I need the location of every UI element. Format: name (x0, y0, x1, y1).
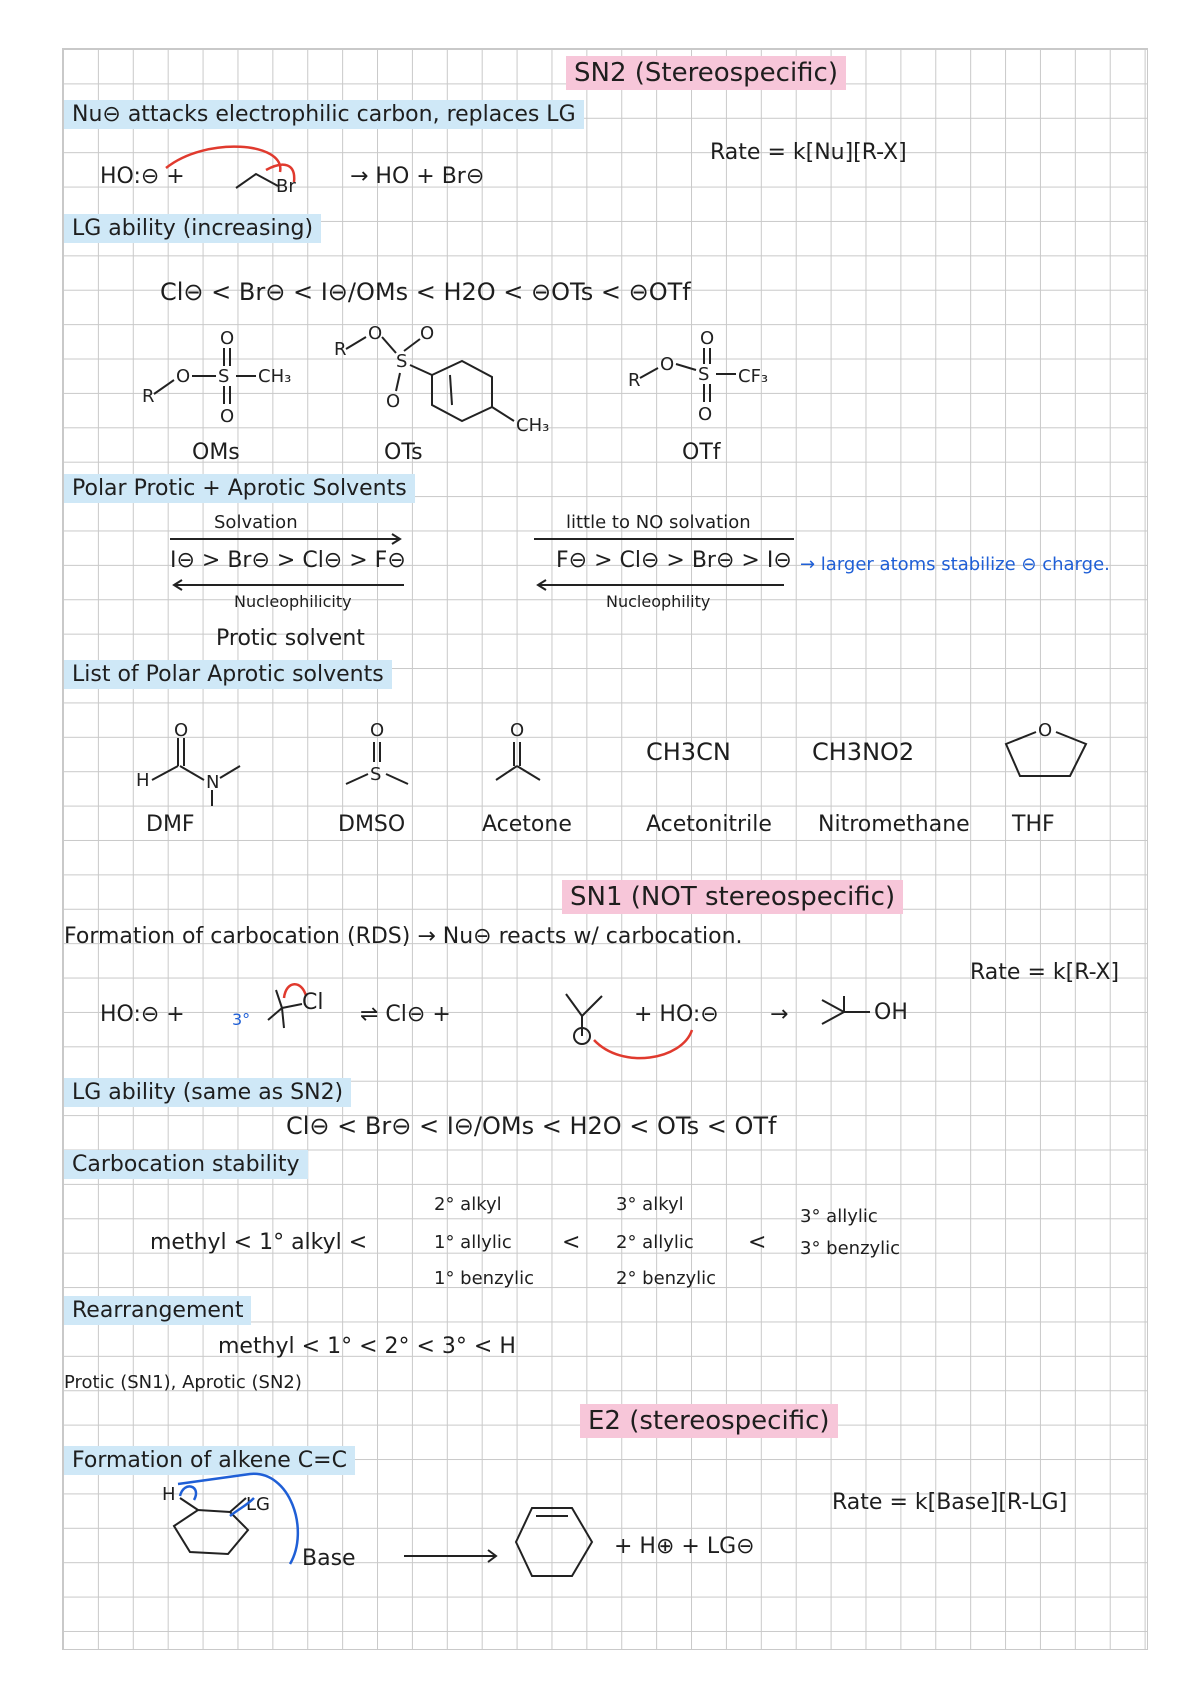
svg-text:S: S (698, 364, 710, 385)
svg-text:O: O (220, 328, 235, 349)
sn2-leaving-group-br: Br (276, 176, 296, 197)
sn1-definition: Formation of carbocation (RDS) → Nu⊖ reacts w/ carbocation. (64, 924, 743, 949)
sn1-lg-ability-heading: LG ability (same as SN2) (64, 1078, 351, 1107)
e2-leaving-group-label: LG (246, 1494, 270, 1515)
carbocation-stability-heading: Carbocation stability (64, 1150, 308, 1179)
e2-reaction-arrow (404, 1546, 504, 1566)
stability-col3-row2: 2° allylic (616, 1232, 694, 1253)
sn1-heading: SN1 (NOT stereospecific) (562, 880, 903, 914)
svg-text:O: O (700, 328, 715, 349)
svg-text:O: O (698, 404, 713, 425)
svg-text:O: O (510, 720, 525, 741)
ots-structure (330, 325, 590, 435)
stability-col3-row1: 3° alkyl (616, 1194, 684, 1215)
sn2-lg-ability-heading: LG ability (increasing) (64, 214, 321, 243)
svg-text:O: O (370, 720, 385, 741)
protic-nucleophilicity-arrow (170, 578, 410, 592)
sn2-rate-law: Rate = k[Nu][R-X] (710, 140, 907, 165)
svg-text:O: O (174, 720, 189, 741)
e2-heading: E2 (stereospecific) (580, 1404, 838, 1438)
solvents-heading: Polar Protic + Aprotic Solvents (64, 474, 415, 503)
solvent-name-acetonitrile: Acetonitrile (646, 812, 772, 837)
svg-text:O: O (420, 323, 435, 344)
solvent-name-dmf: DMF (146, 812, 195, 837)
svg-text:O: O (368, 323, 383, 344)
svg-text:O: O (660, 354, 675, 375)
protic-aprotic-note: Protic (SN1), Aprotic (SN2) (64, 1372, 302, 1393)
svg-text:O: O (386, 391, 401, 412)
acetone-structure (490, 720, 560, 796)
sn1-reaction-nucleophile: HO:⊖ + (100, 1002, 185, 1027)
e2-cyclohexene-structure (512, 1498, 602, 1588)
ots-label: OTs (384, 440, 423, 465)
thf-structure (1000, 722, 1100, 792)
aprotic-top-line (534, 532, 804, 546)
aprotic-list-heading: List of Polar Aprotic solvents (64, 660, 392, 689)
oms-label: OMs (192, 440, 240, 465)
stability-col4-row1: 3° allylic (800, 1206, 878, 1227)
stability-col2-row2: 1° allylic (434, 1232, 512, 1253)
svg-text:S: S (218, 366, 230, 387)
svg-text:CH₃: CH₃ (516, 415, 550, 436)
protic-nucleophilicity-label: Nucleophilicity (234, 592, 352, 611)
nitromethane-formula: CH3NO2 (812, 738, 915, 766)
svg-text:O: O (1038, 720, 1053, 741)
aprotic-nucleophilicity-label: Nucleophility (606, 592, 711, 611)
svg-text:R: R (142, 386, 155, 407)
rearrangement-series: methyl < 1° < 2° < 3° < H (218, 1334, 516, 1359)
sn2-definition: Nu⊖ attacks electrophilic carbon, replaces LG (64, 100, 584, 129)
sn2-reaction-nucleophile: HO:⊖ + (100, 164, 185, 189)
stability-col2-row3: 1° benzylic (434, 1268, 535, 1289)
protic-solvation-label: Solvation (214, 512, 298, 533)
dmso-structure (340, 720, 420, 796)
svg-text:N: N (206, 772, 220, 793)
svg-text:O: O (176, 366, 191, 387)
aprotic-solvation-label: little to NO solvation (566, 512, 751, 533)
svg-text:R: R (334, 339, 347, 360)
sn1-lg-ability-series: Cl⊖ < Br⊖ < I⊖/OMs < H2O < OTs < OTf (286, 1112, 777, 1140)
protic-solvation-arrow (170, 532, 410, 546)
sn2-reaction-products: → HO + Br⊖ (350, 164, 485, 189)
protic-nucleophilicity-series: I⊖ > Br⊖ > Cl⊖ > F⊖ (170, 548, 406, 573)
svg-text:R: R (628, 370, 641, 391)
dmf-structure (136, 720, 266, 806)
e2-byproducts: + H⊕ + LG⊖ (614, 1534, 755, 1559)
solvent-name-thf: THF (1012, 812, 1055, 837)
sn1-rate-law: Rate = k[R-X] (970, 960, 1120, 985)
solvent-name-nitromethane: Nitromethane (818, 812, 970, 837)
aprotic-nucleophilicity-arrow (534, 578, 794, 592)
larger-atoms-note: → larger atoms stabilize ⊖ charge. (800, 554, 1110, 575)
stability-col4-row2: 3° benzylic (800, 1238, 901, 1259)
stability-col2-row1: 2° alkyl (434, 1194, 502, 1215)
sn1-forward-arrow: → (770, 1002, 789, 1027)
sn1-product-oh: OH (874, 1000, 908, 1025)
otf-label: OTf (682, 440, 721, 465)
solvent-name-acetone: Acetone (482, 812, 572, 837)
sn1-tertiary-label: 3° (232, 1010, 251, 1029)
otf-structure (628, 328, 788, 438)
sn1-leaving-group-cl: Cl (302, 990, 324, 1015)
svg-text:O: O (220, 406, 235, 427)
svg-text:H: H (136, 770, 150, 791)
sn2-lg-ability-series: Cl⊖ < Br⊖ < I⊖/OMs < H2O < ⊖OTs < ⊖OTf (160, 278, 691, 306)
stability-col3-row3: 2° benzylic (616, 1268, 717, 1289)
e2-base-label: Base (302, 1546, 356, 1571)
svg-text:CF₃: CF₃ (738, 366, 769, 387)
stability-lt2: < (748, 1230, 767, 1255)
protic-solvent-caption: Protic solvent (216, 626, 365, 651)
e2-cyclohexane-structure (150, 1460, 310, 1580)
svg-text:S: S (370, 764, 382, 785)
stability-lt1: < (562, 1230, 581, 1255)
svg-text:CH₃: CH₃ (258, 366, 292, 387)
e2-rate-law: Rate = k[Base][R-LG] (832, 1490, 1068, 1515)
oms-structure (140, 330, 300, 440)
sn1-hydroxide: + HO:⊖ (634, 1002, 719, 1027)
solvent-name-dmso: DMSO (338, 812, 406, 837)
rearrangement-heading: Rearrangement (64, 1296, 251, 1325)
svg-text:S: S (396, 351, 408, 372)
sn1-equilibrium-products: ⇌ Cl⊖ + (360, 1002, 451, 1027)
stability-line-start: methyl < 1° alkyl < (150, 1230, 368, 1255)
sn2-heading: SN2 (Stereospecific) (566, 56, 846, 90)
acetonitrile-formula: CH3CN (646, 738, 731, 766)
e2-definition: Formation of alkene C=C (64, 1446, 355, 1475)
aprotic-nucleophilicity-series: F⊖ > Cl⊖ > Br⊖ > I⊖ (556, 548, 792, 573)
e2-hydrogen-label: H (162, 1484, 176, 1505)
